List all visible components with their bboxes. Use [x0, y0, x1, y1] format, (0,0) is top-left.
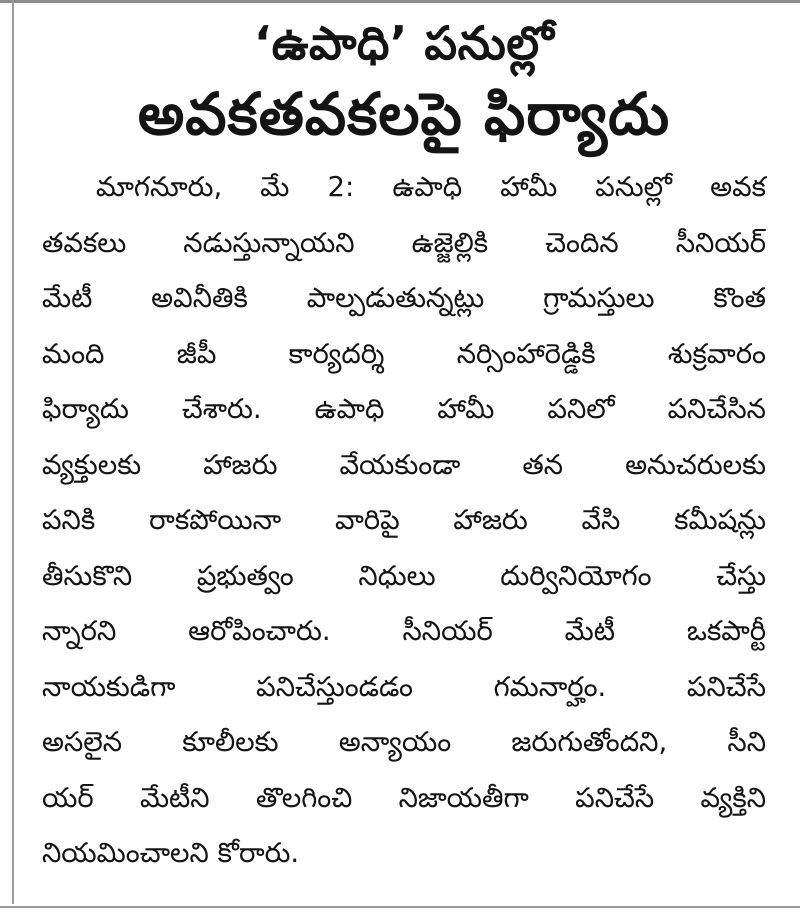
news-article [42, 10, 766, 882]
body-line: పనికి రాకపోయినా వారిపై హాజరు వేసి కమీషన్లు [42, 504, 766, 536]
body-line: నాయకుడిగా పనిచేస్తుండడం గమనార్హం. పనిచేసే [42, 670, 766, 703]
body-line: మాగనూరు, మే 2: ఉపాధి హామీ పనుల్లో అవక [96, 171, 766, 203]
body-line: వ్యక్తులకు హాజరు వేయకుండా తన అనుచరులకు [42, 448, 766, 481]
body-line: తీసుకొని ప్రభుత్వం నిధులు దుర్వినియోగం చేస్తు [42, 559, 766, 592]
headline-line-1: ‘ఉపాధి’ పనుల్లో [253, 16, 555, 70]
body-line: ఫిర్యాదు చేశారు. ఉపాధి హామీ పనిలో పనిచేసిన [42, 393, 766, 425]
headline-line-2: అవకతవకలపై ఫిర్యాదు [137, 80, 671, 148]
body-line: అసలైన కూలీలకు అన్యాయం జరుగుతోందని, సీని [42, 726, 766, 758]
top-rule [0, 0, 800, 3]
body-line: తవకలు నడుస్తున్నాయని ఉజ్జెల్లికి చెందిన సీనియర్ [42, 226, 766, 259]
body-line: నియమించాలని కోరారు. [42, 837, 300, 869]
body-line: న్నారని ఆరోపించారు. సీనియర్ మేటీ ఒకపార్టీ [42, 615, 766, 647]
article-body [42, 160, 766, 882]
left-column-rule [12, 0, 14, 904]
body-line: మేటీ అవినీతికి పాల్పడుతున్నట్లు గ్రామస్తులు కొంత [42, 282, 766, 314]
headline [42, 10, 766, 152]
bottom-rule [0, 906, 800, 908]
body-line: మంది జీపీ కార్యదర్శి నర్సింహారెడ్డికి శుక్రవారం [42, 337, 766, 370]
body-line: యర్ మేటీని తొలగించి నిజాయతీగా పనిచేసే వ్యక్తిని [42, 781, 766, 814]
